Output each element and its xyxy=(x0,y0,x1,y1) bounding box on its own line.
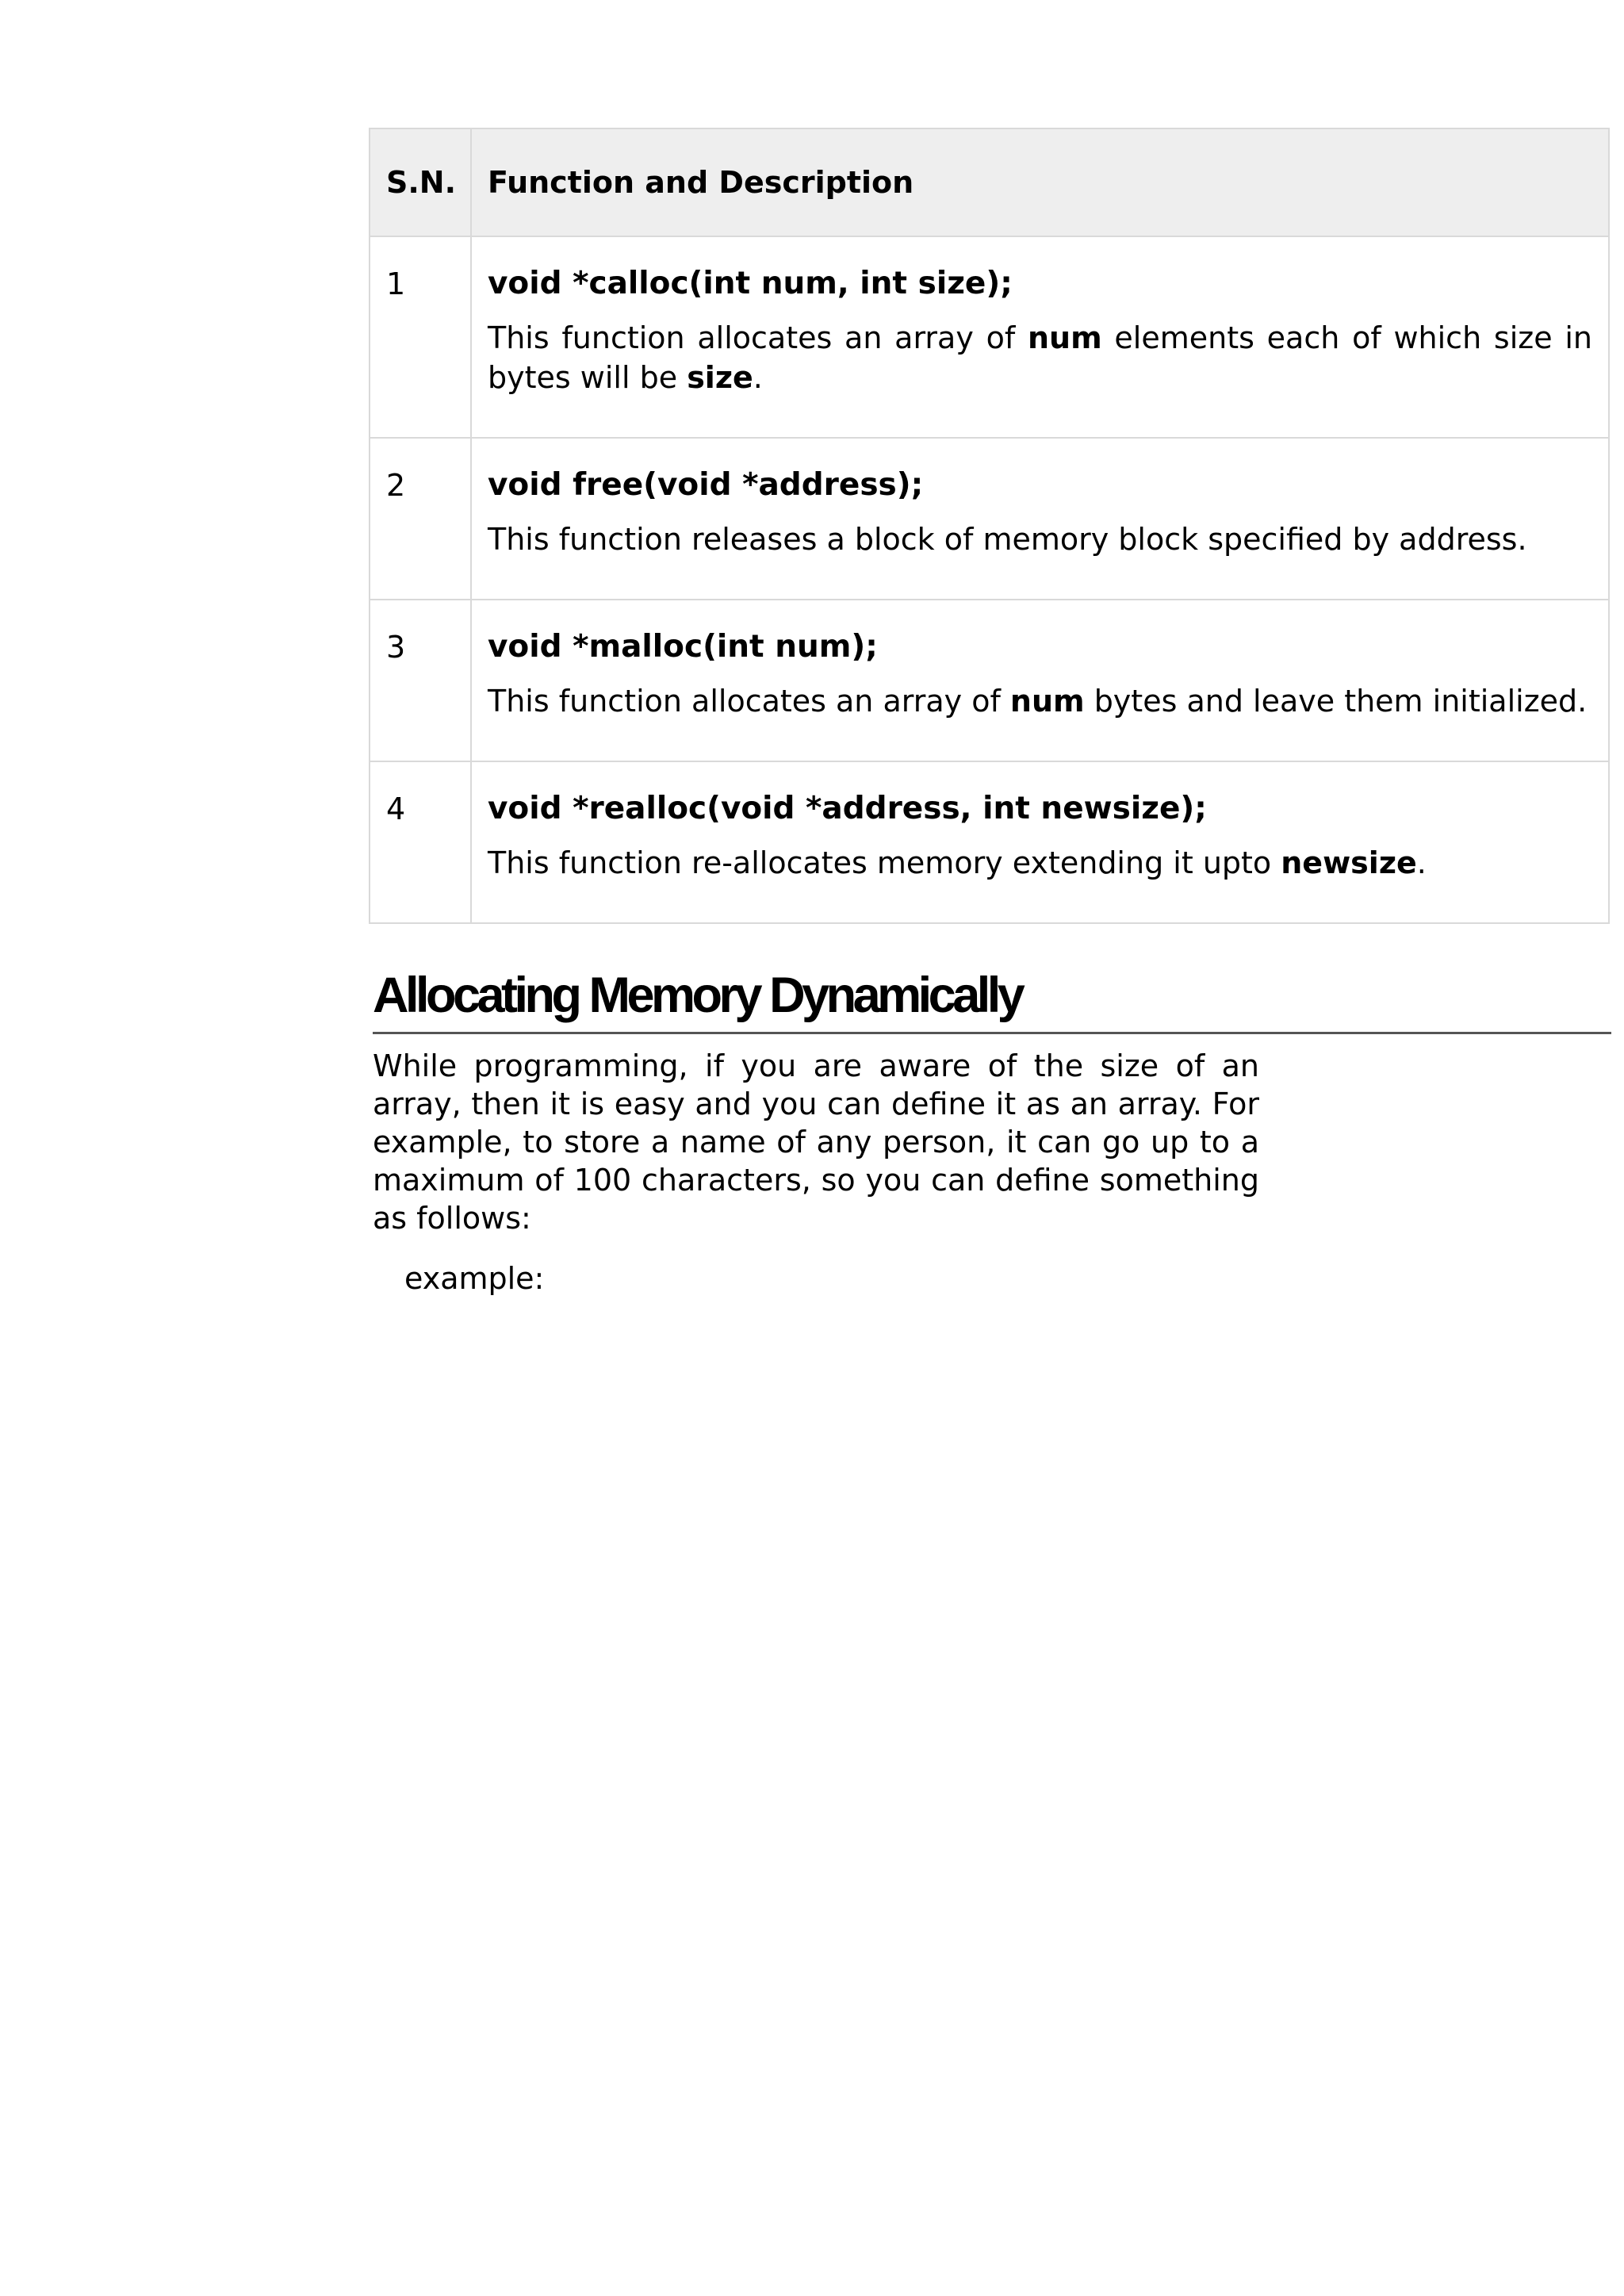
desc-keyword: num xyxy=(1009,684,1085,719)
function-cell xyxy=(471,438,1609,600)
desc-text: bytes and leave them initialized. xyxy=(1084,684,1588,719)
row-number: 4 xyxy=(370,761,471,923)
desc-text: This function allocates an array of xyxy=(488,320,1028,355)
desc-text: . xyxy=(1416,845,1427,880)
row-number: 3 xyxy=(370,600,471,761)
row-number: 2 xyxy=(370,438,471,600)
desc-text: This function re-allocates memory extending it upto xyxy=(488,845,1281,880)
function-signature: void *malloc(int num); xyxy=(488,629,878,665)
table-header-row xyxy=(370,128,1609,236)
function-cell xyxy=(471,761,1609,923)
desc-text: elements each of which size in bytes will be xyxy=(488,320,1592,395)
table-row xyxy=(370,600,1609,761)
function-description xyxy=(488,681,1592,721)
memory-functions-table xyxy=(369,128,1610,924)
desc-keyword: size xyxy=(687,360,753,395)
desc-keyword: newsize xyxy=(1281,845,1417,880)
function-description xyxy=(488,318,1592,397)
desc-text: This function releases a block of memory block specified by address. xyxy=(488,522,1527,557)
header-function-description: Function and Description xyxy=(471,128,1609,236)
desc-keyword: num xyxy=(1027,320,1102,355)
table-row xyxy=(370,236,1609,438)
section-heading: Allocating Memory Dynamically xyxy=(373,964,1611,1034)
table-row xyxy=(370,438,1609,600)
header-sn: S.N. xyxy=(370,128,471,236)
desc-text: . xyxy=(753,360,763,395)
row-number: 1 xyxy=(370,236,471,438)
function-signature: void free(void *address); xyxy=(488,467,924,503)
table-row xyxy=(370,761,1609,923)
function-signature: void *calloc(int num, int size); xyxy=(488,266,1013,301)
function-description xyxy=(488,519,1592,559)
desc-text: This function allocates an array of xyxy=(488,684,1010,719)
intro-paragraph: While programming, if you are aware of the size of an array, then it is easy and you can define it as an array. For example, to store a name of any person, it can go up to a maximum of 100 characters, so you can define something as follows: xyxy=(373,1048,1259,1236)
function-signature: void *realloc(void *address, int newsize); xyxy=(488,791,1207,826)
function-cell xyxy=(471,600,1609,761)
function-cell xyxy=(471,236,1609,438)
example-label: example: xyxy=(404,1261,545,1296)
function-description xyxy=(488,843,1592,883)
